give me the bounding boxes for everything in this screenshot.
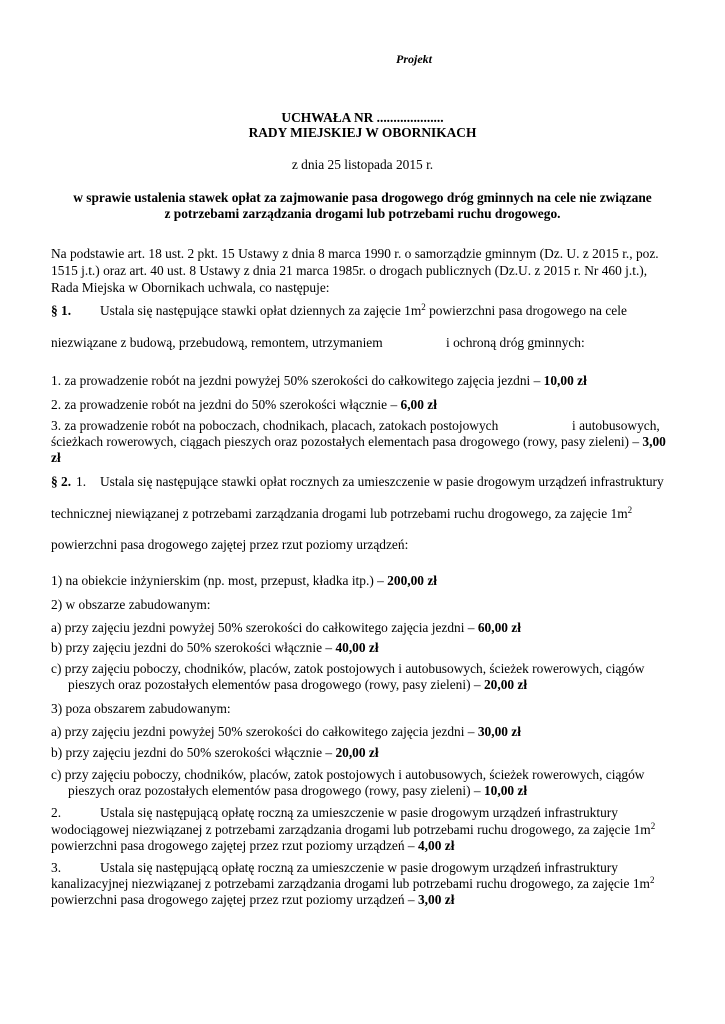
preamble-line-1: Na podstawie art. 18 ust. 2 pkt. 15 Ustawy z dnia 8 marca 1990 r. o samorządzie gminnym (Dz. U. z 2015 r., poz. <box>51 246 659 261</box>
section-1-intro-cont: niezwiązane z budową, przebudową, remontem, utrzymaniem <box>51 335 383 350</box>
s2-paragraph-2-line-3: powierzchni pasa drogowego zajętej przez rzut poziomy urządzeń – 4,00 zł <box>51 838 455 853</box>
s2-paragraph-2-line-2: wodociągowej niezwiązanej z potrzebami zarządzania drogami lub potrzebami ruchu drogowego, za zajęcie $1m^2$ <box>51 821 656 837</box>
s1-item-1: 1. za prowadzenie robót na jezdni powyżej 50% szerokości do całkowitego zajęcia jezdni – 10,00 zł <box>51 373 587 388</box>
section-2-label: § 2. <box>51 474 72 489</box>
draft-label: Projekt <box>396 52 432 66</box>
s2-paragraph-3-line-3: powierzchni pasa drogowego zajętej przez rzut poziomy urządzeń – 3,00 zł <box>51 892 455 907</box>
subject-line-2: z potrzebami zarządzania drogami lub potrzebami ruchu drogowego. <box>164 206 561 221</box>
resolution-number: UCHWAŁA NR .................... <box>281 110 444 125</box>
s2-paragraph-3-line-2: kanalizacyjnej niezwiązanej z potrzebami zarządzania drogami lub potrzebami ruchu drogowego, za zajęcie $1m^2$ <box>51 875 655 891</box>
s2-point-1: 1) na obiekcie inżynierskim (np. most, przepust, kładka itp.) – 200,00 zł <box>51 573 438 588</box>
section-1-intro-cont-2: i ochroną dróg gminnych: <box>446 335 585 350</box>
s2-point-3a: a) przy zajęciu jezdni powyżej 50% szerokości do całkowitego zajęcia jezdni – 30,00 zł <box>51 724 521 739</box>
s2-paragraph-2-line-1: Ustala się następującą opłatę roczną za umieszczenie w pasie drogowym urządzeń infrastruktury <box>100 805 618 820</box>
subject-line-1: w sprawie ustalenia stawek opłat za zajmowanie pasa drogowego dróg gminnych na cele nie związane <box>73 190 652 205</box>
s1-item-3-line-1: 3. za prowadzenie robót na poboczach, chodnikach, placach, zatokach postojowych <box>51 418 499 433</box>
s2-paragraph-3-line-1: Ustala się następującą opłatę roczną za umieszczenie w pasie drogowym urządzeń infrastruktury <box>100 860 618 875</box>
s2-point-2c-line-1: c) przy zajęciu poboczy, chodników, placów, zatok postojowych i autobusowych, ścieżek rowerowych, ciągów <box>51 661 645 676</box>
s1-item-3-price-unit: zł <box>51 450 61 465</box>
section-1-label: § 1. <box>51 303 72 318</box>
s1-item-3-line-2: ścieżkach rowerowych, ciągach pieszych oraz pozostałych elementach pasa drogowego (rowy, pasy zieleni) – 3,00 <box>51 434 666 449</box>
section-2-number: 1. <box>76 474 87 489</box>
s1-item-2: 2. za prowadzenie robót na jezdni do 50% szerokości włącznie – 6,00 zł <box>51 397 437 412</box>
s2-point-2c-line-2: pieszych oraz pozostałych elementów pasa drogowego (rowy, pasy zieleni) – 20,00 zł <box>68 677 528 692</box>
s2-point-2b: b) przy zajęciu jezdni do 50% szerokości włącznie – 40,00 zł <box>51 640 379 655</box>
s1-item-3-line-1b: i autobusowych, <box>572 418 660 433</box>
s2-point-2a: a) przy zajęciu jezdni powyżej 50% szerokości do całkowitego zajęcia jezdni – 60,00 zł <box>51 620 521 635</box>
s2-paragraph-3-number: 3. <box>51 860 62 875</box>
section-2-intro-cont: technicznej niewiązanej z potrzebami zarządzania drogami lub potrzebami ruchu drogowego, za zajęcie $1m^2$ <box>51 505 633 521</box>
s2-paragraph-2-number: 2. <box>51 805 62 820</box>
section-1-intro: Ustala się następujące stawki opłat dziennych za zajęcie $1m^2$ powierzchni pasa drogowego na cele <box>100 302 627 318</box>
s2-point-3c-line-1: c) przy zajęciu poboczy, chodników, placów, zatok postojowych i autobusowych, ścieżek rowerowych, ciągów <box>51 767 645 782</box>
preamble-line-3: Rada Miejska w Obornikach uchwala, co następuje: <box>51 280 330 295</box>
s2-point-2-heading: 2) w obszarze zabudowanym: <box>51 597 211 612</box>
s2-point-3b: b) przy zajęciu jezdni do 50% szerokości włącznie – 20,00 zł <box>51 745 379 760</box>
section-2-intro-cont-2: powierzchni pasa drogowego zajętej przez rzut poziomy urządzeń: <box>51 537 409 552</box>
council-name: RADY MIEJSKIEJ W OBORNIKACH <box>248 125 477 140</box>
preamble-line-2: 1515 j.t.) oraz art. 40 ust. 8 Ustawy z dnia 21 marca 1985r. o drogach publicznych (Dz.U. z 2015 r. Nr 460 j.t.), <box>51 263 648 278</box>
s2-point-3-heading: 3) poza obszarem zabudowanym: <box>51 701 231 716</box>
section-2-intro: Ustala się następujące stawki opłat rocznych za umieszczenie w pasie drogowym urządzeń infrastruktury <box>100 474 664 489</box>
s2-point-3c-line-2: pieszych oraz pozostałych elementów pasa drogowego (rowy, pasy zieleni) – 10,00 zł <box>68 783 528 798</box>
resolution-date: z dnia 25 listopada 2015 r. <box>291 157 434 172</box>
